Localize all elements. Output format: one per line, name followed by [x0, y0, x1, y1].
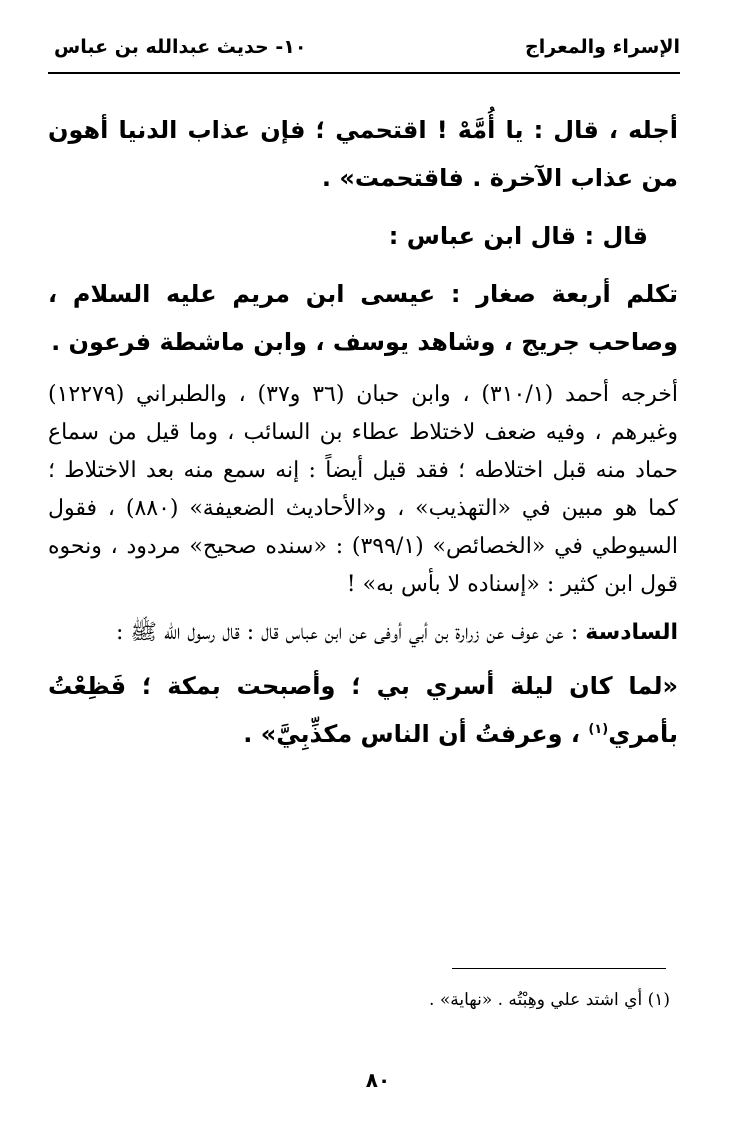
running-header: [48, 30, 680, 70]
page-body: [48, 106, 678, 758]
book-title: الإسراء والمعراج: [525, 36, 680, 58]
footnote-marker: (١): [588, 722, 609, 737]
paragraph-takhrij: أخرجه أحمد (٣١٠/١) ، وابن حبان (٣٦ و٣٧) ، والطبراني (١٢٢٧٩) وغيرهم ، وفيه ضعف لاختلاط عطاء بن السائب ، وما قيل من سماع حماد منه قبل اختلاطه ؛ فقد قيل أيضاً : إنه سمع منه بعد الاختلاط ؛ كما هو مبين في «التهذيب» ، و«الأحاديث الضعيفة» (٨٨٠) ، فقول السيوطي في «الخصائص» (٣٩٩/١) : «سنده صحيح» مردود ، ونحوه قول ابن كثير : «إسناده لا بأس به» !: [48, 382, 678, 597]
paragraph-gap: [48, 366, 678, 376]
hadith-quote-end: ، وعرفتُ أن الناس مكذِّبِيَّ» .: [243, 720, 589, 748]
paragraph-hadith-end: أجله ، قال : يا أُمَّهْ ! اقتحمي ؛ فإن عذاب الدنيا أهون من عذاب الآخرة . فاقتحمت» .: [48, 116, 678, 192]
hadith-quote-start: «لما كان ليلة أسري بي ؛ وأصبحت بمكة ؛ فَظِعْتُ بأمري: [48, 672, 678, 748]
chapter-title: ١٠- حديث عبدالله بن عباس: [54, 36, 307, 58]
page-number: ٨٠: [365, 1068, 391, 1092]
sixth-narration-text: : عن عوف عن زرارة بن أبي أوفى عن ابن عباس قال : قال رسول الله ﷺ :: [116, 620, 586, 645]
paragraph-ibn-abbas-said: قال : قال ابن عباس :: [388, 222, 648, 250]
footnote-divider: [452, 968, 666, 969]
header-divider: [48, 72, 680, 74]
footnote: (١) أي اشتد علي وهِبْتُه . «نهاية» .: [429, 990, 670, 1010]
paragraph-gap: [48, 202, 678, 212]
paragraph-gap: [48, 260, 678, 270]
section-lead-word: السادسة: [585, 620, 678, 645]
paragraph-gap: [48, 652, 678, 662]
paragraph-hadith-quote: [48, 662, 678, 758]
paragraph-four-infants: تكلم أربعة صغار : عيسى ابن مريم عليه السلام ، وصاحب جريج ، وشاهد يوسف ، وابن ماشطة فرعون .: [48, 280, 678, 356]
paragraph-gap: [48, 604, 678, 614]
paragraph-sixth-narration: [48, 614, 678, 652]
